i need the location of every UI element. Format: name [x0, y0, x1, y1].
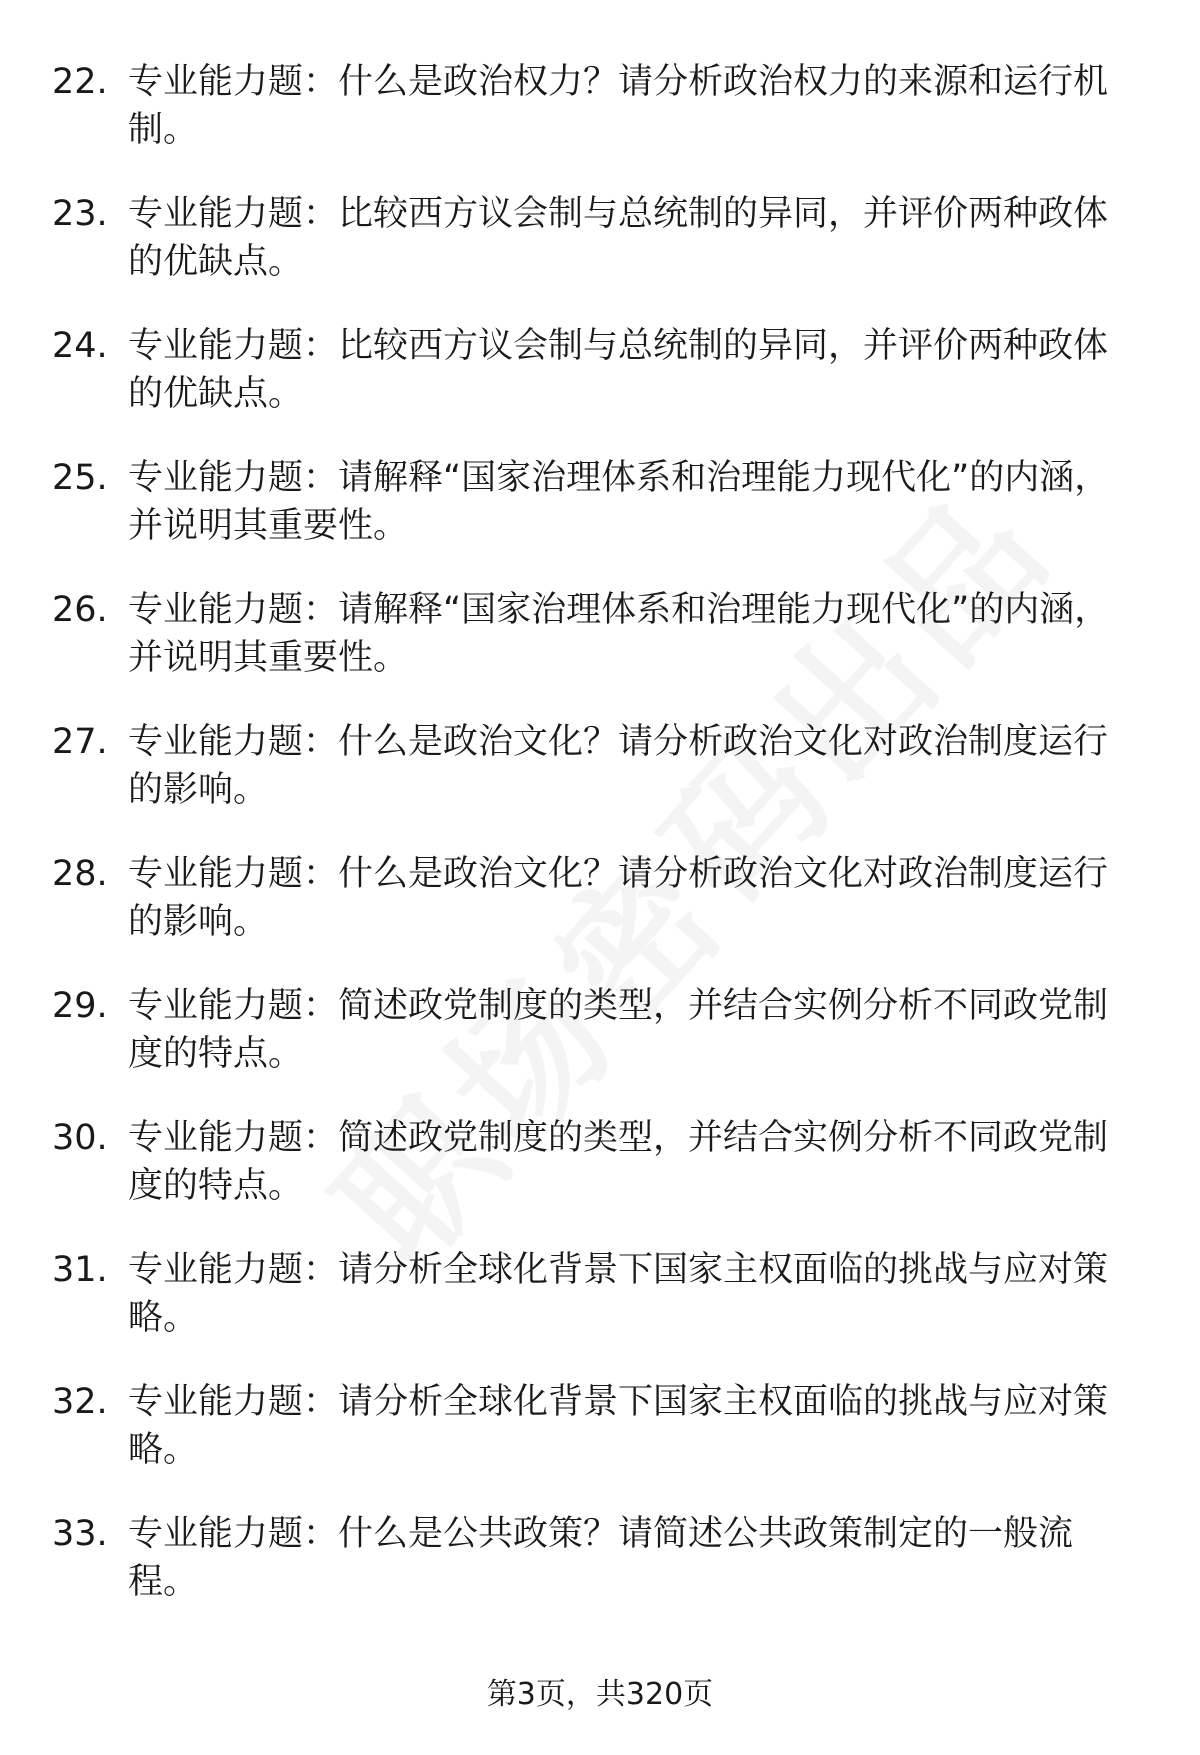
question-text: 专业能力题：什么是政治文化？请分析政治文化对政治制度运行的影响。 [128, 722, 1109, 810]
question-number: 27. [52, 722, 108, 762]
page-footer: 第3页，共320页 [486, 1677, 714, 1712]
question-number: 30. [52, 1118, 108, 1158]
question-number: 32. [52, 1382, 108, 1422]
question-list [52, 58, 1152, 1642]
question-text: 专业能力题：什么是公共政策？请简述公共政策制定的一般流程。 [128, 1514, 1074, 1602]
question-text: 专业能力题：什么是政治文化？请分析政治文化对政治制度运行的影响。 [128, 854, 1109, 942]
question-text: 专业能力题：简述政党制度的类型，并结合实例分析不同政党制度的特点。 [128, 986, 1109, 1074]
question-item [52, 454, 1152, 586]
question-number: 33. [52, 1514, 108, 1554]
question-number: 31. [52, 1250, 108, 1290]
question-text: 专业能力题：简述政党制度的类型，并结合实例分析不同政党制度的特点。 [128, 1118, 1109, 1206]
question-number: 26. [52, 590, 108, 630]
question-text: 专业能力题：请解释“国家治理体系和治理能力现代化”的内涵，并说明其重要性。 [128, 590, 1110, 678]
question-number: 24. [52, 326, 108, 366]
question-number: 25. [52, 458, 108, 498]
question-text: 专业能力题：请分析全球化背景下国家主权面临的挑战与应对策略。 [128, 1382, 1109, 1470]
question-item [52, 190, 1152, 322]
question-item [52, 58, 1152, 190]
question-item [52, 322, 1152, 454]
question-item [52, 1378, 1152, 1510]
question-item [52, 1114, 1152, 1246]
question-text: 专业能力题：什么是政治权力？请分析政治权力的来源和运行机制。 [128, 62, 1109, 150]
question-text: 专业能力题：请分析全球化背景下国家主权面临的挑战与应对策略。 [128, 1250, 1109, 1338]
question-number: 29. [52, 986, 108, 1026]
question-number: 28. [52, 854, 108, 894]
question-item [52, 982, 1152, 1114]
question-text: 专业能力题：比较西方议会制与总统制的异同，并评价两种政体的优缺点。 [128, 194, 1109, 282]
question-text: 专业能力题：比较西方议会制与总统制的异同，并评价两种政体的优缺点。 [128, 326, 1109, 414]
question-item [52, 850, 1152, 982]
question-item [52, 1510, 1152, 1642]
question-number: 22. [52, 62, 108, 102]
question-text: 专业能力题：请解释“国家治理体系和治理能力现代化”的内涵，并说明其重要性。 [128, 458, 1110, 546]
question-item [52, 586, 1152, 718]
question-number: 23. [52, 194, 108, 234]
question-item [52, 718, 1152, 850]
question-item [52, 1246, 1152, 1378]
